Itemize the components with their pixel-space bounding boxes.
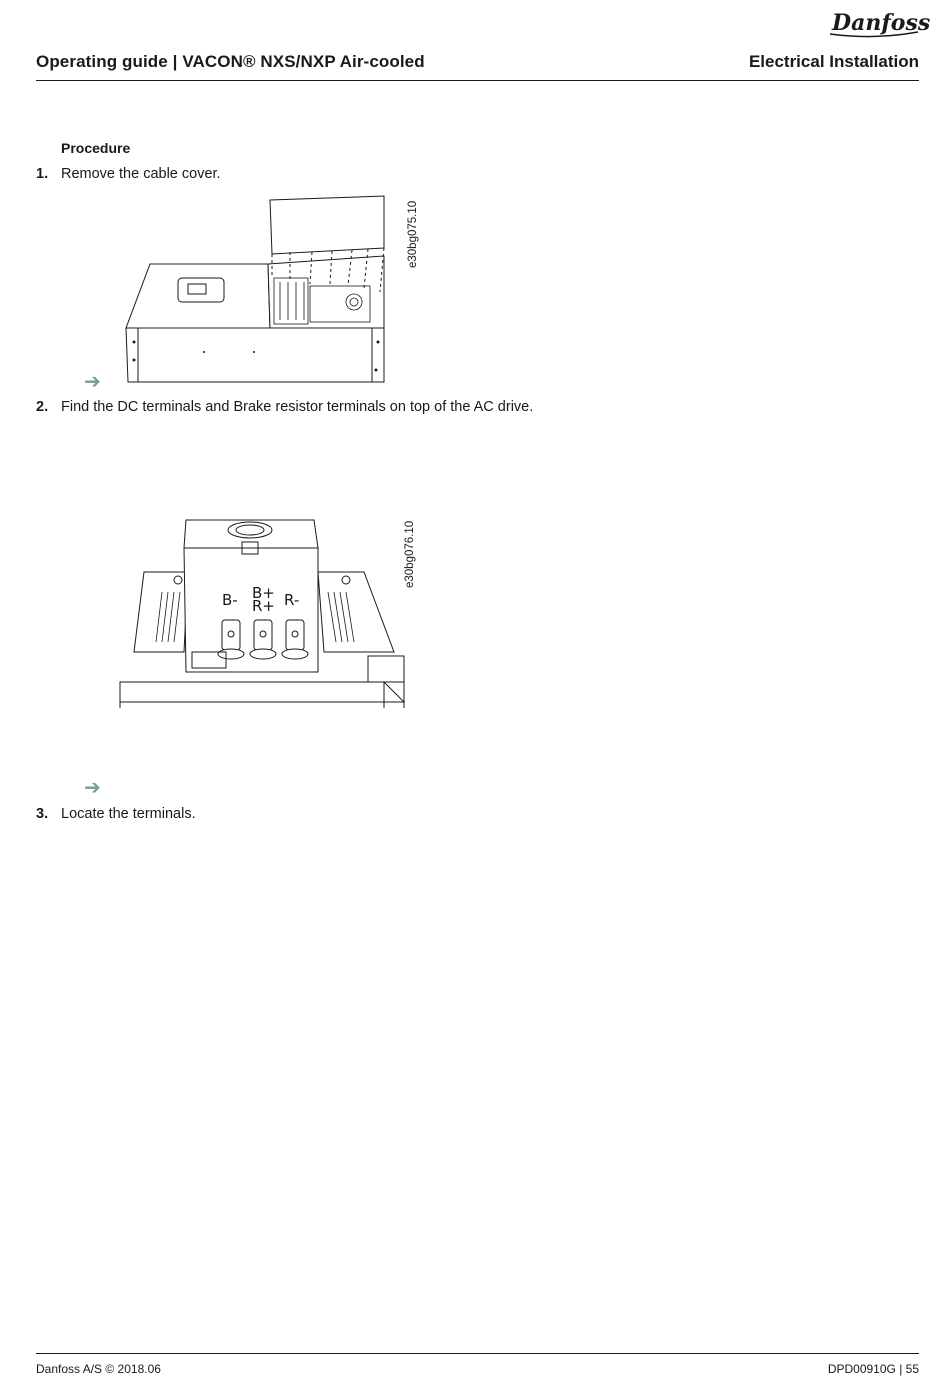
step-text: Find the DC terminals and Brake resistor terminals on top of the AC drive. bbox=[61, 399, 534, 415]
danfoss-logo bbox=[828, 2, 931, 42]
figure-cable-cover bbox=[114, 192, 424, 388]
figure-dc-brake-terminals bbox=[114, 512, 424, 708]
terminal-label-r-plus: R+ bbox=[252, 597, 275, 615]
result-arrow-icon: ➔ bbox=[84, 777, 101, 799]
step-1 bbox=[36, 166, 221, 182]
result-arrow-icon: ➔ bbox=[84, 371, 101, 393]
terminal-label-b-minus: B- bbox=[222, 591, 238, 609]
step-2 bbox=[36, 399, 533, 415]
header-divider bbox=[36, 80, 919, 81]
step-text: Locate the terminals. bbox=[61, 806, 196, 822]
step-number: 1. bbox=[36, 166, 49, 182]
step-number: 2. bbox=[36, 399, 49, 415]
section-title: Electrical Installation bbox=[748, 52, 919, 71]
step-text: Remove the cable cover. bbox=[61, 166, 221, 182]
terminal-label-r-minus: R- bbox=[284, 591, 300, 609]
step-3 bbox=[36, 806, 196, 822]
terminal-label-b-plus: B+ bbox=[252, 584, 275, 602]
footer-divider bbox=[36, 1353, 919, 1354]
svg-text:Danfoss: Danfoss bbox=[832, 10, 931, 36]
footer-copyright: Danfoss A/S © 2018.06 bbox=[36, 1362, 161, 1376]
step-number: 3. bbox=[36, 806, 49, 822]
procedure-heading: Procedure bbox=[61, 140, 131, 156]
figure-code: e30bg075.10 bbox=[407, 200, 419, 268]
document-title: Operating guide | VACON® NXS/NXP Air-cooled bbox=[36, 52, 425, 71]
footer-page-number: DPD00910G | 55 bbox=[827, 1362, 919, 1376]
figure-code: e30bg076.10 bbox=[404, 520, 416, 588]
